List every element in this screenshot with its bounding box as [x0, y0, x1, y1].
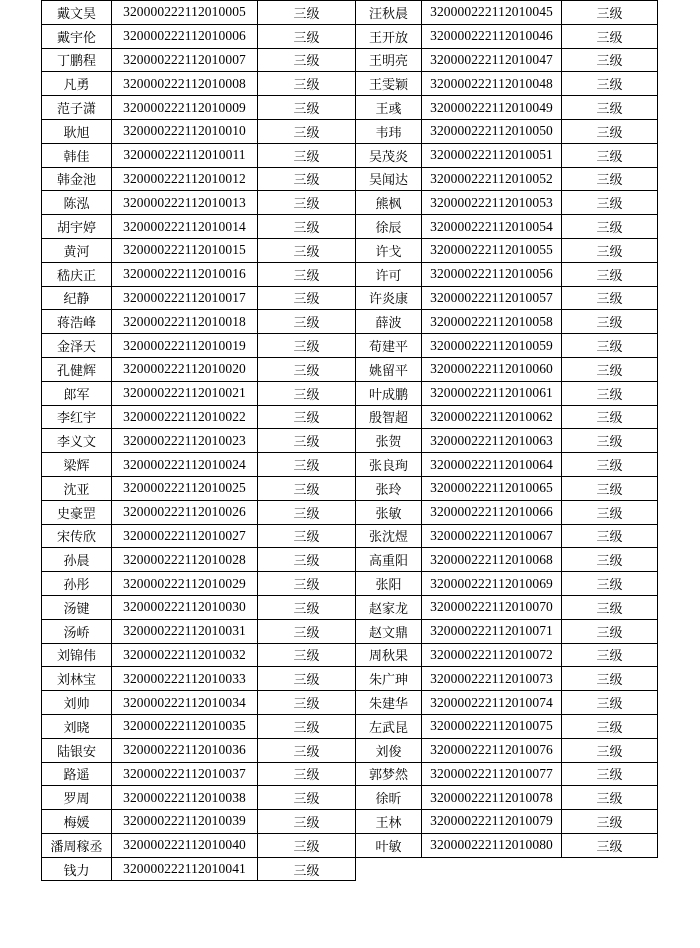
left-level-cell: 三级 [258, 334, 356, 358]
left-name-cell: 耿旭 [42, 119, 112, 143]
table-body [42, 1, 658, 881]
left-level-cell: 三级 [258, 286, 356, 310]
right-id-cell: 320000222112010079 [422, 810, 562, 834]
left-id-cell: 320000222112010010 [112, 119, 258, 143]
left-level-cell: 三级 [258, 762, 356, 786]
right-id-cell: 320000222112010078 [422, 786, 562, 810]
left-level-cell: 三级 [258, 381, 356, 405]
left-level-cell: 三级 [258, 1, 356, 25]
left-level-cell: 三级 [258, 72, 356, 96]
left-id-cell: 320000222112010009 [112, 96, 258, 120]
left-id-cell: 320000222112010013 [112, 191, 258, 215]
left-id-cell: 320000222112010018 [112, 310, 258, 334]
left-name-cell: 金泽天 [42, 334, 112, 358]
right-name-cell: 赵家龙 [356, 595, 422, 619]
right-id-cell: 320000222112010053 [422, 191, 562, 215]
right-level-cell: 三级 [562, 24, 658, 48]
right-name-cell: 朱建华 [356, 691, 422, 715]
right-id-cell: 320000222112010066 [422, 500, 562, 524]
right-level-cell: 三级 [562, 286, 658, 310]
left-name-cell: 梅媛 [42, 810, 112, 834]
right-name-cell: 叶成鹏 [356, 381, 422, 405]
left-name-cell: 罗周 [42, 786, 112, 810]
right-id-cell: 320000222112010064 [422, 453, 562, 477]
left-id-cell: 320000222112010025 [112, 476, 258, 500]
left-name-cell: 凡勇 [42, 72, 112, 96]
certificate-list-table [41, 0, 658, 881]
right-level-cell: 三级 [562, 500, 658, 524]
left-name-cell: 韩佳 [42, 143, 112, 167]
left-id-cell: 320000222112010038 [112, 786, 258, 810]
right-id-cell: 320000222112010060 [422, 357, 562, 381]
right-name-cell: 吴茂炎 [356, 143, 422, 167]
empty-cell [562, 857, 658, 881]
right-name-cell: 刘俊 [356, 738, 422, 762]
table-row [42, 119, 658, 143]
table-row [42, 762, 658, 786]
right-name-cell: 姚留平 [356, 357, 422, 381]
right-name-cell: 韦玮 [356, 119, 422, 143]
left-id-cell: 320000222112010040 [112, 833, 258, 857]
right-id-cell: 320000222112010049 [422, 96, 562, 120]
left-id-cell: 320000222112010007 [112, 48, 258, 72]
right-id-cell: 320000222112010072 [422, 643, 562, 667]
right-name-cell: 王明亮 [356, 48, 422, 72]
right-level-cell: 三级 [562, 238, 658, 262]
left-level-cell: 三级 [258, 310, 356, 334]
table-row [42, 833, 658, 857]
right-level-cell: 三级 [562, 429, 658, 453]
left-name-cell: 宋传欣 [42, 524, 112, 548]
left-level-cell: 三级 [258, 357, 356, 381]
empty-cell [356, 857, 422, 881]
right-level-cell: 三级 [562, 191, 658, 215]
left-name-cell: 刘锦伟 [42, 643, 112, 667]
table-row [42, 714, 658, 738]
right-id-cell: 320000222112010052 [422, 167, 562, 191]
table-row [42, 572, 658, 596]
right-id-cell: 320000222112010051 [422, 143, 562, 167]
left-id-cell: 320000222112010034 [112, 691, 258, 715]
table-row [42, 262, 658, 286]
left-name-cell: 李义文 [42, 429, 112, 453]
left-level-cell: 三级 [258, 191, 356, 215]
right-level-cell: 三级 [562, 476, 658, 500]
right-level-cell: 三级 [562, 691, 658, 715]
right-level-cell: 三级 [562, 96, 658, 120]
right-name-cell: 王开放 [356, 24, 422, 48]
table-row [42, 476, 658, 500]
right-name-cell: 叶敏 [356, 833, 422, 857]
right-id-cell: 320000222112010068 [422, 548, 562, 572]
left-id-cell: 320000222112010036 [112, 738, 258, 762]
right-id-cell: 320000222112010047 [422, 48, 562, 72]
table-row [42, 643, 658, 667]
left-level-cell: 三级 [258, 215, 356, 239]
left-level-cell: 三级 [258, 643, 356, 667]
left-name-cell: 刘林宝 [42, 667, 112, 691]
table-row [42, 405, 658, 429]
right-id-cell: 320000222112010045 [422, 1, 562, 25]
right-level-cell: 三级 [562, 262, 658, 286]
left-level-cell: 三级 [258, 476, 356, 500]
left-name-cell: 沈亚 [42, 476, 112, 500]
left-level-cell: 三级 [258, 738, 356, 762]
right-name-cell: 赵文鼎 [356, 619, 422, 643]
left-id-cell: 320000222112010022 [112, 405, 258, 429]
left-name-cell: 蒋浩峰 [42, 310, 112, 334]
table-row [42, 357, 658, 381]
right-id-cell: 320000222112010080 [422, 833, 562, 857]
right-level-cell: 三级 [562, 405, 658, 429]
right-level-cell: 三级 [562, 143, 658, 167]
right-level-cell: 三级 [562, 619, 658, 643]
right-level-cell: 三级 [562, 833, 658, 857]
table-row [42, 191, 658, 215]
left-level-cell: 三级 [258, 857, 356, 881]
right-id-cell: 320000222112010073 [422, 667, 562, 691]
left-name-cell: 刘帅 [42, 691, 112, 715]
right-id-cell: 320000222112010074 [422, 691, 562, 715]
left-id-cell: 320000222112010014 [112, 215, 258, 239]
left-name-cell: 纪静 [42, 286, 112, 310]
left-id-cell: 320000222112010005 [112, 1, 258, 25]
right-id-cell: 320000222112010065 [422, 476, 562, 500]
table-row [42, 310, 658, 334]
left-level-cell: 三级 [258, 595, 356, 619]
right-level-cell: 三级 [562, 786, 658, 810]
right-name-cell: 薛波 [356, 310, 422, 334]
left-level-cell: 三级 [258, 453, 356, 477]
left-id-cell: 320000222112010027 [112, 524, 258, 548]
right-level-cell: 三级 [562, 810, 658, 834]
table-row [42, 215, 658, 239]
left-level-cell: 三级 [258, 524, 356, 548]
right-name-cell: 许可 [356, 262, 422, 286]
table-row [42, 810, 658, 834]
right-name-cell: 王雯颖 [356, 72, 422, 96]
table-row [42, 24, 658, 48]
table-row [42, 1, 658, 25]
right-name-cell: 郭梦然 [356, 762, 422, 786]
left-id-cell: 320000222112010021 [112, 381, 258, 405]
left-name-cell: 刘晓 [42, 714, 112, 738]
table-row [42, 857, 658, 881]
left-level-cell: 三级 [258, 572, 356, 596]
right-name-cell: 周秋果 [356, 643, 422, 667]
left-level-cell: 三级 [258, 667, 356, 691]
left-id-cell: 320000222112010035 [112, 714, 258, 738]
right-level-cell: 三级 [562, 714, 658, 738]
table-row [42, 334, 658, 358]
left-name-cell: 潘周稼丞 [42, 833, 112, 857]
left-id-cell: 320000222112010008 [112, 72, 258, 96]
left-level-cell: 三级 [258, 500, 356, 524]
right-level-cell: 三级 [562, 119, 658, 143]
left-name-cell: 孙彤 [42, 572, 112, 596]
left-name-cell: 韩金池 [42, 167, 112, 191]
left-name-cell: 孙晨 [42, 548, 112, 572]
right-name-cell: 熊枫 [356, 191, 422, 215]
right-level-cell: 三级 [562, 667, 658, 691]
right-name-cell: 许炎康 [356, 286, 422, 310]
left-name-cell: 黄河 [42, 238, 112, 262]
left-id-cell: 320000222112010024 [112, 453, 258, 477]
left-level-cell: 三级 [258, 262, 356, 286]
left-id-cell: 320000222112010028 [112, 548, 258, 572]
right-level-cell: 三级 [562, 167, 658, 191]
left-id-cell: 320000222112010012 [112, 167, 258, 191]
left-level-cell: 三级 [258, 619, 356, 643]
left-id-cell: 320000222112010011 [112, 143, 258, 167]
table-row [42, 48, 658, 72]
table-row [42, 667, 658, 691]
left-name-cell: 梁辉 [42, 453, 112, 477]
left-name-cell: 郎军 [42, 381, 112, 405]
right-level-cell: 三级 [562, 524, 658, 548]
right-id-cell: 320000222112010070 [422, 595, 562, 619]
right-level-cell: 三级 [562, 215, 658, 239]
right-id-cell: 320000222112010061 [422, 381, 562, 405]
left-id-cell: 320000222112010006 [112, 24, 258, 48]
left-level-cell: 三级 [258, 810, 356, 834]
left-id-cell: 320000222112010015 [112, 238, 258, 262]
right-level-cell: 三级 [562, 595, 658, 619]
left-id-cell: 320000222112010019 [112, 334, 258, 358]
right-name-cell: 荀建平 [356, 334, 422, 358]
table-row [42, 738, 658, 762]
right-level-cell: 三级 [562, 357, 658, 381]
right-name-cell: 汪秋晨 [356, 1, 422, 25]
right-name-cell: 左武昆 [356, 714, 422, 738]
left-level-cell: 三级 [258, 238, 356, 262]
left-name-cell: 嵇庆正 [42, 262, 112, 286]
left-level-cell: 三级 [258, 143, 356, 167]
left-level-cell: 三级 [258, 714, 356, 738]
left-name-cell: 戴文昊 [42, 1, 112, 25]
right-id-cell: 320000222112010063 [422, 429, 562, 453]
right-level-cell: 三级 [562, 572, 658, 596]
table-row [42, 238, 658, 262]
left-id-cell: 320000222112010039 [112, 810, 258, 834]
table-row [42, 524, 658, 548]
left-id-cell: 320000222112010023 [112, 429, 258, 453]
right-id-cell: 320000222112010067 [422, 524, 562, 548]
left-id-cell: 320000222112010031 [112, 619, 258, 643]
table-row [42, 96, 658, 120]
right-level-cell: 三级 [562, 1, 658, 25]
left-name-cell: 戴宇伦 [42, 24, 112, 48]
right-id-cell: 320000222112010077 [422, 762, 562, 786]
right-level-cell: 三级 [562, 643, 658, 667]
right-level-cell: 三级 [562, 762, 658, 786]
table-row [42, 786, 658, 810]
left-level-cell: 三级 [258, 429, 356, 453]
table-row [42, 167, 658, 191]
left-id-cell: 320000222112010020 [112, 357, 258, 381]
right-id-cell: 320000222112010057 [422, 286, 562, 310]
table-row [42, 691, 658, 715]
right-name-cell: 许戈 [356, 238, 422, 262]
right-name-cell: 张玲 [356, 476, 422, 500]
empty-cell [422, 857, 562, 881]
left-id-cell: 320000222112010037 [112, 762, 258, 786]
right-name-cell: 王林 [356, 810, 422, 834]
right-name-cell: 徐辰 [356, 215, 422, 239]
right-id-cell: 320000222112010056 [422, 262, 562, 286]
right-id-cell: 320000222112010048 [422, 72, 562, 96]
right-id-cell: 320000222112010069 [422, 572, 562, 596]
left-name-cell: 史豪罡 [42, 500, 112, 524]
left-name-cell: 孔健辉 [42, 357, 112, 381]
table-row [42, 72, 658, 96]
right-name-cell: 吴闻达 [356, 167, 422, 191]
left-level-cell: 三级 [258, 96, 356, 120]
table-row [42, 143, 658, 167]
left-id-cell: 320000222112010017 [112, 286, 258, 310]
table-row [42, 619, 658, 643]
left-id-cell: 320000222112010030 [112, 595, 258, 619]
right-id-cell: 320000222112010055 [422, 238, 562, 262]
right-id-cell: 320000222112010076 [422, 738, 562, 762]
left-level-cell: 三级 [258, 24, 356, 48]
left-name-cell: 汤峤 [42, 619, 112, 643]
right-name-cell: 高重阳 [356, 548, 422, 572]
right-name-cell: 王彧 [356, 96, 422, 120]
left-name-cell: 李红宇 [42, 405, 112, 429]
right-level-cell: 三级 [562, 548, 658, 572]
left-level-cell: 三级 [258, 833, 356, 857]
right-name-cell: 张贺 [356, 429, 422, 453]
table-row [42, 453, 658, 477]
right-id-cell: 320000222112010058 [422, 310, 562, 334]
right-id-cell: 320000222112010075 [422, 714, 562, 738]
left-level-cell: 三级 [258, 786, 356, 810]
right-level-cell: 三级 [562, 453, 658, 477]
table-row [42, 381, 658, 405]
left-id-cell: 320000222112010041 [112, 857, 258, 881]
table-row [42, 595, 658, 619]
left-level-cell: 三级 [258, 691, 356, 715]
left-name-cell: 范子潇 [42, 96, 112, 120]
left-level-cell: 三级 [258, 119, 356, 143]
right-id-cell: 320000222112010071 [422, 619, 562, 643]
right-level-cell: 三级 [562, 72, 658, 96]
left-id-cell: 320000222112010032 [112, 643, 258, 667]
right-level-cell: 三级 [562, 334, 658, 358]
left-id-cell: 320000222112010029 [112, 572, 258, 596]
left-name-cell: 钱力 [42, 857, 112, 881]
right-name-cell: 张沈煜 [356, 524, 422, 548]
right-name-cell: 朱广珅 [356, 667, 422, 691]
left-name-cell: 胡宇婷 [42, 215, 112, 239]
right-name-cell: 徐昕 [356, 786, 422, 810]
right-level-cell: 三级 [562, 48, 658, 72]
left-name-cell: 汤键 [42, 595, 112, 619]
right-name-cell: 张阳 [356, 572, 422, 596]
right-name-cell: 张良珣 [356, 453, 422, 477]
right-name-cell: 殷智超 [356, 405, 422, 429]
left-level-cell: 三级 [258, 48, 356, 72]
table-row [42, 429, 658, 453]
right-name-cell: 张敏 [356, 500, 422, 524]
right-id-cell: 320000222112010046 [422, 24, 562, 48]
right-id-cell: 320000222112010059 [422, 334, 562, 358]
right-level-cell: 三级 [562, 381, 658, 405]
left-name-cell: 路遥 [42, 762, 112, 786]
left-name-cell: 陆银安 [42, 738, 112, 762]
left-name-cell: 丁鹏程 [42, 48, 112, 72]
right-level-cell: 三级 [562, 310, 658, 334]
left-level-cell: 三级 [258, 405, 356, 429]
right-level-cell: 三级 [562, 738, 658, 762]
right-id-cell: 320000222112010062 [422, 405, 562, 429]
left-name-cell: 陈泓 [42, 191, 112, 215]
left-id-cell: 320000222112010033 [112, 667, 258, 691]
left-id-cell: 320000222112010016 [112, 262, 258, 286]
table-row [42, 548, 658, 572]
left-level-cell: 三级 [258, 548, 356, 572]
right-id-cell: 320000222112010054 [422, 215, 562, 239]
right-id-cell: 320000222112010050 [422, 119, 562, 143]
table-row [42, 286, 658, 310]
left-level-cell: 三级 [258, 167, 356, 191]
left-id-cell: 320000222112010026 [112, 500, 258, 524]
table-row [42, 500, 658, 524]
